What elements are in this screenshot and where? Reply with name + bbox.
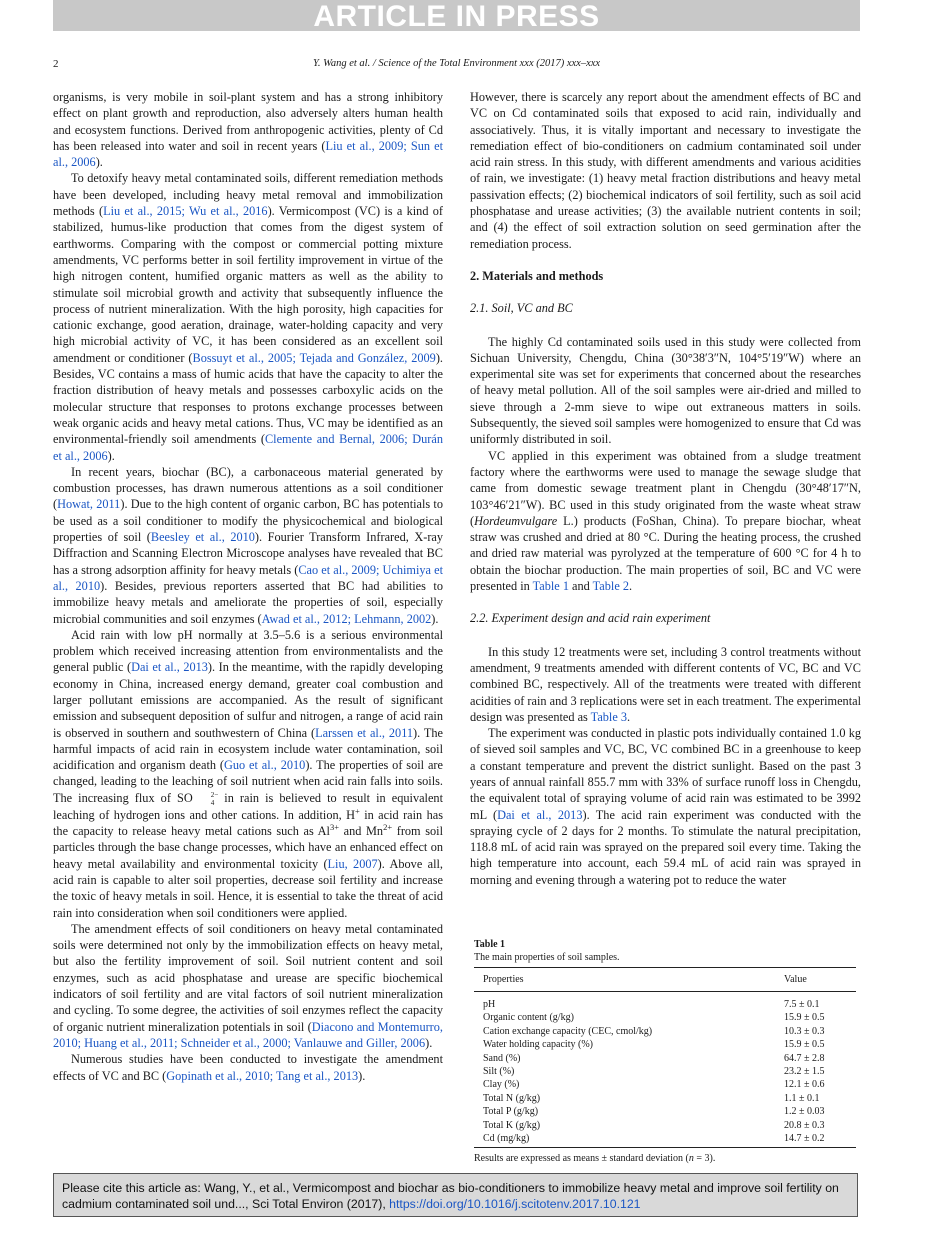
table-caption: The main properties of soil samples. [474,952,620,963]
table-row [474,1092,856,1105]
citation-link[interactable]: Howat, 2011 [57,497,121,512]
table-1 [474,939,857,1164]
citation-link[interactable]: Clemente and Bernal, 2006; Durán et al., 2006 [53,432,443,463]
value-cell: 7.5 ± 0.1 [784,999,820,1010]
property-cell: Organic content (g/kg) [483,1012,574,1024]
paragraph: The amendment effects of soil conditioners on heavy metal contaminated soils were determined not only by the immobilization effects on heavy metal, but also the fertility improvement of soil. Soil nutrient content and soil enzymes, such as acid phosphatase and urease are specific biochemical indicators of soil fertility and are vital factors of soil nutrient mineralization and cycling. To some degree, the activities of soil enzymes reflect the capacity of organic nutrient mineralization potentials in soil (Diacono and Montemurro, 2010; Huang et al., 2011; Schneider et al., 2000; Vanlauwe and Giller, 2006). [53,921,444,1050]
table-row [474,1025,856,1038]
property-cell: Cd (mg/kg) [474,1132,775,1148]
property-cell: Cation exchange capacity (CEC, cmol/kg) [483,1025,653,1037]
citation-link[interactable]: Dai et al., 2013 [131,660,208,675]
citation-link[interactable]: Awad et al., 2012; Lehmann, 2002 [261,611,432,626]
citation-link[interactable]: Beesley et al., 2010 [150,530,255,545]
table-row [474,1052,856,1065]
article-in-press-banner: ARTICLE IN PRESS [53,0,860,31]
paragraph: VC applied in this experiment was obtained from a sludge treatment factory where the earthworms were used to manage the sewage sludge that came from domestic sewage treatment plant in Chengdu (30°48′17″N, 103°46′21″W). BC used in this study originated from the waste wheat straw (Hordeumvulgare L.) products (FoShan, China). To prepare biochar, wheat straw was crushed and dried at 80 °C. During the heating process, the crushed and dried raw material was pyrolyzed at the temperature of 600 °C for 4 h to obtain the biochar production. The main properties of soil, BC and VC were presented in Table 1 and Table 2. [470,448,861,594]
value-cell: 14.7 ± 0.2 [775,1132,856,1148]
citation-link[interactable]: Liu et al., 2015; Wu et al., 2016 [103,204,268,219]
properties-table [474,967,856,1148]
citation-text: Please cite this article as: Wang, Y., et al., Vermicompost and biochar as bio-conditioners to immobilize heavy metal and improve soil fertility on cadmium contaminated soil und..., Sci Total Environ (2017), [62,1181,839,1211]
property-cell: Water holding capacity (%) [483,1039,593,1051]
value-cell: 23.2 ± 1.5 [784,1066,825,1078]
table-header-row [474,968,856,992]
value-cell: 1.1 ± 0.1 [784,1092,820,1104]
paragraph: Numerous studies have been conducted to investigate the amendment effects of VC and BC (Gopinath et al., 2010; Tang et al., 2013). [53,1052,443,1083]
citation-link[interactable]: Liu, 2007 [327,856,378,871]
running-head: Y. Wang et al. / Science of the Total Environment xxx (2017) xxx–xxx [312,58,601,69]
citation-notice [53,1173,858,1217]
value-cell: 12.1 ± 0.6 [784,1079,825,1091]
section-heading: 2. Materials and methods [470,268,604,283]
table-link[interactable]: Table 1 [532,579,569,594]
column-header-properties: Properties [474,968,775,992]
citation-link[interactable]: Cao et al., 2009; Uchimiya et al., 2010 [53,562,444,593]
paragraph: In recent years, biochar (BC), a carbonaceous material generated by combustion processes, has drawn numerous attentions as a soil conditioner (Howat, 2011). Due to the high content of organic carbon, BC has potentials to be used as a soil conditioner to modify the physicochemical and biological properties of soil (Beesley et al., 2010). Fourier Transform Infrared, X-ray Diffraction and Scanning Electron Microscope analyses have revealed that BC has a strong adsorption affinity for heavy metals (Cao et al., 2009; Uchimiya et al., 2010). Besides, previous reporters asserted that BC had abilities to immobilize heavy metals and ameliorate the properties of soil, especially microbial communities and soil enzymes (Awad et al., 2012; Lehmann, 2002). [53,464,444,626]
subsection-heading: 2.1. Soil, VC and BC [470,301,573,316]
property-cell: Total N (g/kg) [483,1092,541,1104]
property-cell: pH [483,999,496,1010]
right-column [470,89,861,888]
citation-link[interactable]: Guo et al., 2010 [224,758,306,773]
column-header-value: Value [775,968,856,992]
citation-link[interactable]: Larssen et al., 2011 [315,725,414,740]
property-cell: Sand (%) [483,1052,521,1064]
citation-link[interactable]: Bossuyt et al., 2005; Tejada and González, 2009 [192,350,436,365]
table-row [474,1065,856,1078]
value-cell: 10.3 ± 0.3 [784,1025,825,1037]
paragraph: The experiment was conducted in plastic pots individually contained 1.0 kg of sieved soil samples and VC, BC, VC combined BC in a greenhouse to keep a constant temperature and prevent the district sunlight. Based on the past 3 years of annual rainfall 855.7 mm with 33% of surface runoff loss in Chengdu, the equivalent total of spraying volume of acid rain was estimated to be 3992 mL (Dai et al., 2013). The acid rain experiment was conducted with the spraying cycle of 2 days for 2 months. To stimulate the natural precipitation, 118.8 mL of acid rain was sprayed on the prepared soil every time. Taking the high temperature into account, each 59.4 mL of acid rain was sprayed in morning and evening through a watering pot to reduce the water [470,726,861,887]
paragraph: Acid rain with low pH normally at 3.5–5.6 is a serious environmental problem which received increasing attention from environmentalists and the general public (Dai et al., 2013). In the meantime, with the rapidly developing economy in China, increased energy demand, greater coal combustion and larger pollutant emissions are accompanied. As the result of significant emission and subsequent deposition of sulfur and nitrogen, a range of acid rain is observed in southern and southwestern of China (Larssen et al., 2011). The harmful impacts of acid rain in ecosystem include water contamination, soil acidification and organism death (Guo et al., 2010). The properties of soil are changed, leading to the leaching of soil nutrient when acid rain falls into soils. The increasing flux of SO 2− 4 in rain is believed to result in equivalent leaching of hydrogen ions and other cations. In addition, H+ in acid rain has the capacity to release heavy metal cations such as $Al^{3+}$ and $Mn^{2+}$ from soil particles through the base change processes, which have an enhanced effect on heavy metal availability and environmental toxicity (Liu, 2007). Above all, acid rain is capable to alter soil properties, decrease soil fertility and increase the toxic of heavy metals in soil. Hence, it is essential to take the threat of acid rain into consideration when soil conditioners were applied. [53,627,444,920]
citation-link[interactable]: Diacono and Montemurro, 2010; Huang et al., 2011; Schneider et al., 2000; Vanlauwe and Giller, 2006 [53,1019,444,1050]
property-cell: Total P (g/kg) [483,1106,539,1118]
paragraph: To detoxify heavy metal contaminated soils, different remediation methods have been developed, including heavy metal removal and immobilization methods (Liu et al., 2015; Wu et al., 2016). Vermicompost (VC) is a kind of stabilized, humus-like production that comes from the digest system of earthworms. Comparing with the compost or commercial potting mixture amendments, VC performs better in soil fertility improvement in virtue of the high nitrogen content, humified organic matters as well as the ability to stimulate soil microbial growth and activity that subsequently influence the process of nutrient mineralization. With the high porosity, high capacities for cationic exchange, good aeration, drainage, water-holding capacity and very high microbial activity of VC, it has been considered as an excellent soil amendment or conditioner (Bossuyt et al., 2005; Tejada and González, 2009). Besides, VC contains a mass of humic acids that have the capacity to alter the fraction distribution of heavy metals and possesses carboxylic acids on the molecular structure that responses to protons exchange processes between weak organic acids and heavy metal cations. Thus, VC may be identified as an environmental-friendly soil amendments (Clemente and Bernal, 2006; Durán et al., 2006). [53,171,443,463]
value-cell: 20.8 ± 0.3 [784,1119,825,1131]
paragraph: organisms, is very mobile in soil-plant system and has a strong inhibitory effect on plant growth and reproduction, also adversely alters human health and ecosystem functions. Derived from anthropogenic activities, plenty of Cd has been released into water and soil in recent years (Liu et al., 2009; Sun et al., 2006). [53,90,443,170]
subsection-heading: 2.2. Experiment design and acid rain experiment [470,611,711,626]
paragraph: In this study 12 treatments were set, including 3 control treatments without amendment, 9 treatments amended with different contents of VC, BC and VC combined BC, respectively. All of the treatments were treated with different acidities of rain and 3 replications were set in each treatment. The experimental design was presented as Table 3. [470,644,861,724]
property-cell: Clay (%) [483,1079,520,1091]
doi-link[interactable]: https://doi.org/10.1016/j.scitotenv.2017.10.121 [389,1197,641,1211]
citation-link[interactable]: Gopinath et al., 2010; Tang et al., 2013 [166,1068,359,1083]
table-row [474,1038,856,1051]
table-row [474,992,856,1012]
page-number: 2 [53,58,59,70]
value-cell: 1.2 ± 0.03 [784,1106,825,1118]
table-link[interactable]: Table 3 [590,709,628,724]
paragraph: However, there is scarcely any report about the amendment effects of BC and VC on Cd contaminated soils that exposed to acid rain, individually and associatively. Thus, it is vitally important and necessary to investigate the remediation effect of bio-conditioners on cadmium contaminated soil under acid rain stress. In this study, with different amendments and various acidities of rain, we investigate: (1) heavy metal fraction distributions and heavy metal passivation effects; (2) biochemical indicators of soil fertility, such as soil acid phosphatase and urease activities; (3) the available nutrient contents in soil; and (4) the effect of soil extraction solution on seed germination after the remediation process. [470,90,861,251]
table-row [474,1119,856,1132]
property-cell: Silt (%) [483,1066,515,1078]
left-column [53,89,443,1084]
table-label: Table 1 [474,939,506,950]
citation-link[interactable]: Liu et al., 2009; Sun et al., 2006 [53,138,443,170]
table-row [474,1011,856,1024]
property-cell: Total K (g/kg) [483,1119,541,1131]
table-row [474,1132,856,1148]
value-cell: 15.9 ± 0.5 [784,1012,825,1024]
value-cell: 15.9 ± 0.5 [784,1039,825,1051]
table-footnote: Results are expressed as means ± standard deviation (n = 3). [474,1153,716,1165]
table-link[interactable]: Table 2 [592,579,630,594]
paragraph: The highly Cd contaminated soils used in this study were collected from Sichuan University, Chengdu, China (30°38′3″N, 104°5′19″W) where an experimental site was set for experiments that concerned about the researches of heavy metal pollution. All of the soil samples were air-dried and milled to sieve through a 2-mm sieve to wipe out extraneous matters in soils. Subsequently, the sieved soil samples were homogenized to ensure that Cd was uniformly distributed in soil. [470,334,861,447]
table-row [474,1105,856,1118]
value-cell: 64.7 ± 2.8 [784,1052,825,1064]
table-row [474,1078,856,1091]
citation-link[interactable]: Dai et al., 2013 [497,807,583,822]
